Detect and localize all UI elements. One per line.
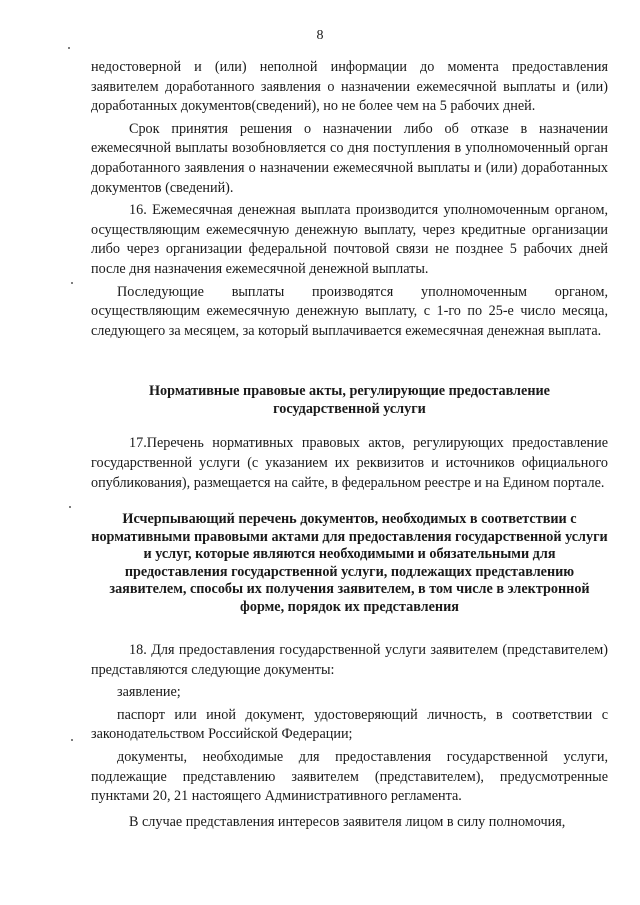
list-item-documents: документы, необходимые для предоставления государственной услуги, подлежащие представлению заявителем (представителем), предусмотренные пунктами 20, 21 настоящего Административного регламента. [91,749,608,805]
scan-speck [68,47,70,49]
section-heading-documents: Исчерпывающий перечень документов, необходимых в соответствии с нормативными правовыми актами для предоставления государственной услуги и услуг, которые являются необходимыми и обязательными для предоставления государственной услуги, подлежащих представлению заявителем, способы их получения заявителем, в том числе в электронной форме, порядок их представления [91,511,608,615]
paragraph-18: 18. Для предоставления государственной услуги заявителем (представителем) представляются следующие документы: [91,642,608,678]
paragraph-16: 16. Ежемесячная денежная выплата производится уполномоченным органом, осуществляющим ежемесячную денежную выплату, через кредитные организации либо через организации федеральной почтовой связи не позднее 5 рабочих дней после дня назначения ежемесячной денежной выплаты. [91,202,608,277]
section-heading-regulations: Нормативные правовые акты, регулирующие предоставление государственной услуги [149,383,550,417]
scan-speck [71,282,73,284]
paragraph-subsequent-payments: Последующие выплаты производятся уполномоченным органом, осуществляющим ежемесячную денежную выплату, с 1-го по 25-е число месяца, следующего за месяцем, за который выплачивается ежемесячная денежная выплата. [91,283,608,339]
paragraph-17: 17.Перечень нормативных правовых актов, регулирующих предоставление государственной услуги (с указанием их реквизитов и источников официального опубликования), размещается на сайте, в федеральном реестре и на Едином портале. [91,435,608,491]
scan-speck [69,506,71,508]
list-item-passport: паспорт или иной документ, удостоверяющий личность, в соответствии с законодательством Российской Федерации; [91,706,608,743]
page-number: 8 [316,28,324,43]
paragraph-continuation: недостоверной и (или) неполной информации до момента предоставления заявителем доработанного заявления о назначении ежемесячной выплаты и (или) доработанных документов(сведений), но не более чем на 5 рабочих дней. [91,59,608,115]
paragraph-decision-term: Срок принятия решения о назначении либо об отказе в назначении ежемесячной выплаты возобновляется со дня поступления в уполномоченный орган доработанного заявления о назначении ежемесячной выплаты и (или) доработанных документов (сведений). [91,120,608,196]
document-body [91,58,608,832]
paragraph-representative: В случае представления интересов заявителя лицом в силу полномочия, [129,813,566,830]
scan-speck [71,739,73,741]
list-item-application: заявление; [117,684,181,701]
